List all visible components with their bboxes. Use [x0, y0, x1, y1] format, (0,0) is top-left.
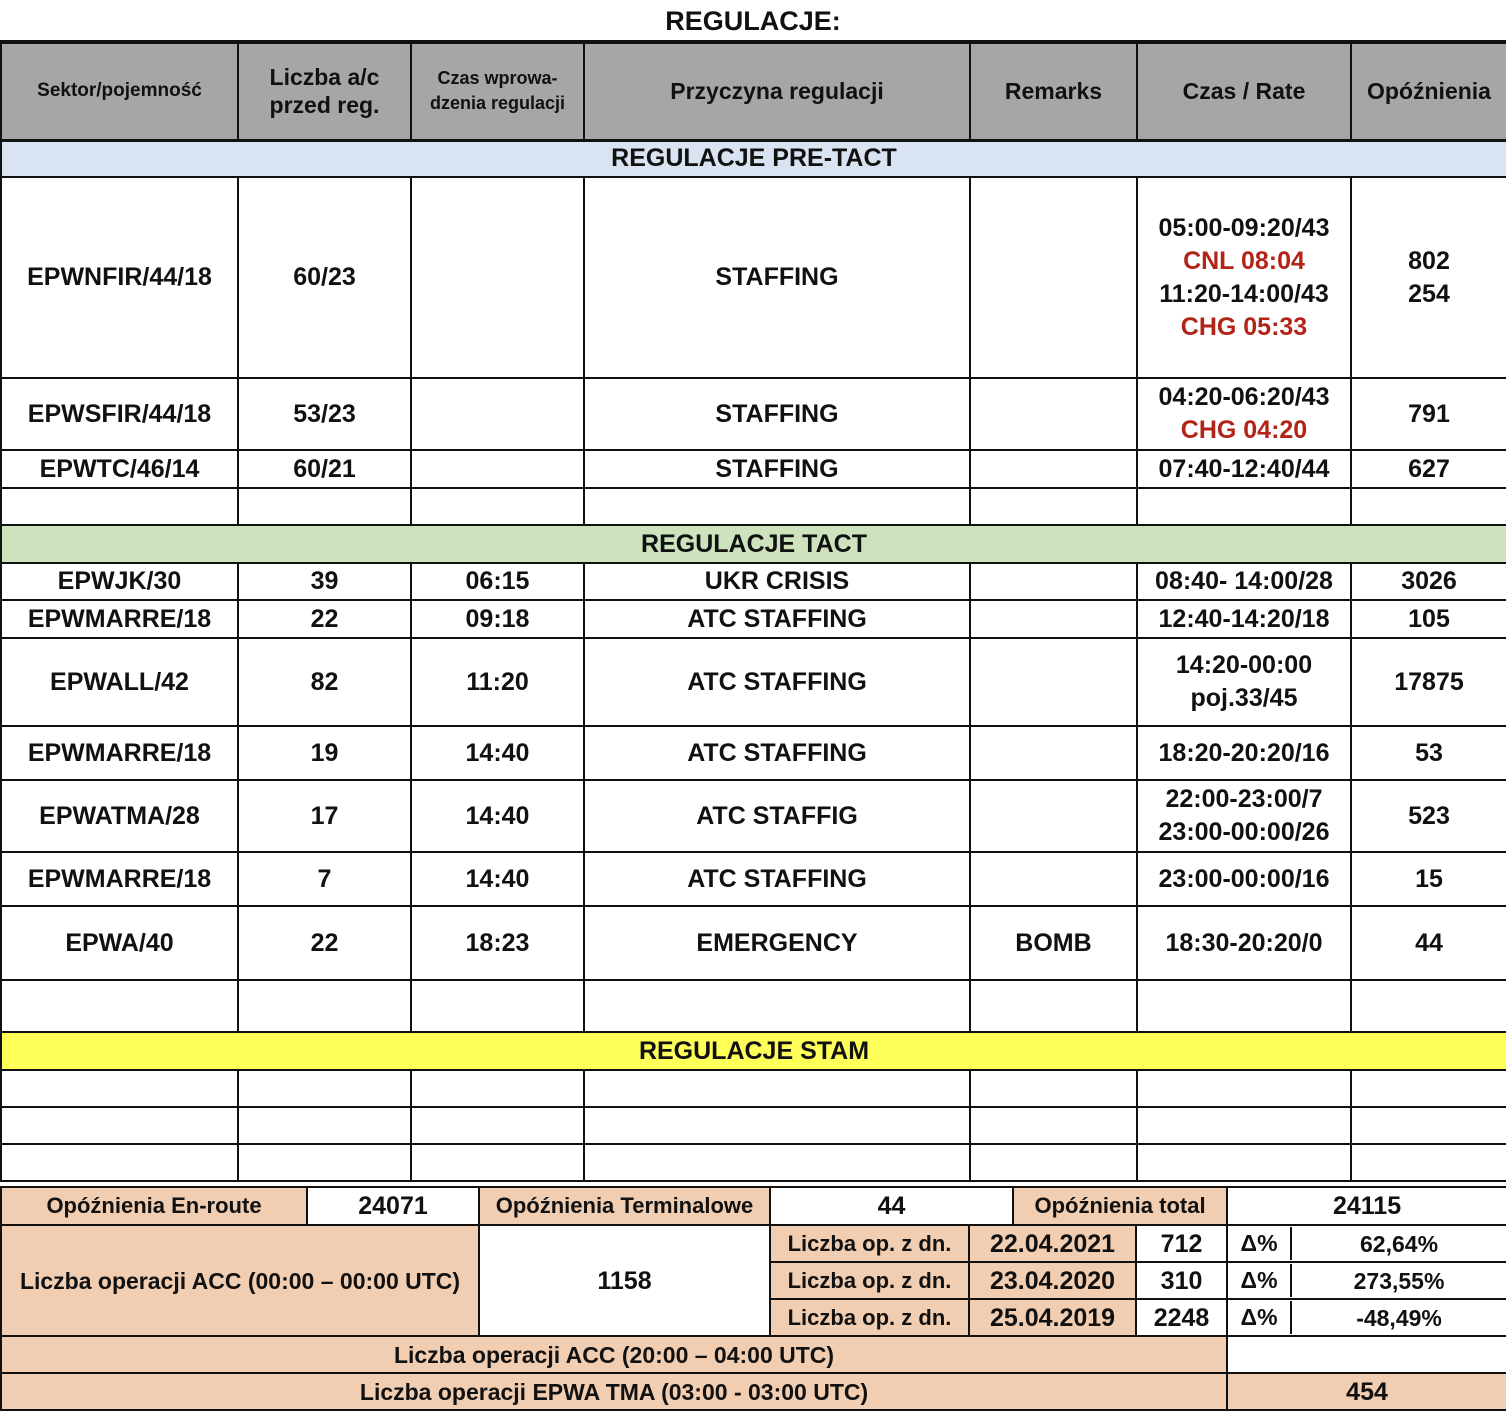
row-count: 22	[238, 906, 411, 980]
acc-night-label: Liczba operacji ACC (20:00 – 04:00 UTC)	[1, 1336, 1227, 1373]
table-row	[1, 852, 1506, 906]
row-time: 14:40	[411, 726, 584, 780]
total-delay-label: Opóźnienia total	[1013, 1187, 1227, 1225]
row-rate	[1137, 177, 1351, 378]
row-reason: ATC STAFFIG	[584, 780, 970, 852]
delays-summary-row	[1, 1187, 1506, 1225]
row-time: 06:15	[411, 563, 584, 600]
row-reason: ATC STAFFING	[584, 600, 970, 638]
row-delays: 44	[1351, 906, 1506, 980]
acc-night-row	[1, 1336, 1506, 1373]
empty-row	[1, 980, 1506, 1032]
table-row	[1, 780, 1506, 852]
header-intro-time	[411, 42, 584, 140]
rate-line: 11:20-14:00/43	[1159, 279, 1329, 308]
table-row	[1, 378, 1506, 450]
row-rate	[1137, 378, 1351, 450]
table-row	[1, 177, 1506, 378]
row-count: 53/23	[238, 378, 411, 450]
rate-change-note: CHG 05:33	[1180, 312, 1308, 341]
summary-table	[0, 1186, 1506, 1411]
comparison-value: 310	[1136, 1262, 1227, 1299]
row-sector: EPWALL/42	[1, 638, 238, 726]
row-remarks	[970, 726, 1137, 780]
acc-night-value	[1227, 1336, 1506, 1373]
row-remarks: BOMB	[970, 906, 1137, 980]
section-pretact: REGULACJE PRE-TACT	[1, 140, 1506, 177]
section-stam: REGULACJE STAM	[1, 1032, 1506, 1070]
tma-operations-value: 454	[1227, 1373, 1506, 1410]
delay-value: 802	[1408, 246, 1450, 275]
row-delays: 15	[1351, 852, 1506, 906]
row-reason: STAFFING	[584, 378, 970, 450]
row-remarks	[970, 600, 1137, 638]
row-time: 14:40	[411, 780, 584, 852]
row-rate	[1137, 780, 1351, 852]
page-title: REGULACJE:	[665, 6, 841, 36]
table-row	[1, 450, 1506, 488]
row-sector: EPWMARRE/18	[1, 726, 238, 780]
delay-value: 254	[1408, 279, 1450, 308]
row-rate: 08:40- 14:00/28	[1137, 563, 1351, 600]
row-count: 60/21	[238, 450, 411, 488]
row-delays: 3026	[1351, 563, 1506, 600]
comparison-date: 22.04.2021	[969, 1225, 1136, 1262]
section-tact: REGULACJE TACT	[1, 525, 1506, 563]
row-reason: EMERGENCY	[584, 906, 970, 980]
table-row	[1, 906, 1506, 980]
empty-row	[1, 1107, 1506, 1144]
table-row	[1, 563, 1506, 600]
comparison-label: Liczba op. z dn.	[770, 1262, 969, 1299]
rate-change-note: CHG 04:20	[1180, 416, 1308, 444]
row-time: 18:23	[411, 906, 584, 980]
delta-label: Δ%	[1228, 1227, 1292, 1260]
table-row	[1, 600, 1506, 638]
comparison-value: 712	[1136, 1225, 1227, 1262]
header-remarks: Remarks	[970, 42, 1137, 140]
header-sector: Sektor/pojemność	[1, 42, 238, 140]
row-remarks	[970, 450, 1137, 488]
row-reason: STAFFING	[584, 177, 970, 378]
header-delays: Opóźnienia	[1351, 42, 1506, 140]
delta-label: Δ%	[1228, 1264, 1292, 1297]
row-count: 22	[238, 600, 411, 638]
comparison-delta-cell	[1227, 1299, 1506, 1336]
row-rate: 18:20-20:20/16	[1137, 726, 1351, 780]
rate-line: 05:00-09:20/43	[1158, 213, 1330, 242]
row-rate: 23:00-00:00/16	[1137, 852, 1351, 906]
comparison-delta-cell	[1227, 1225, 1506, 1262]
row-reason: UKR CRISIS	[584, 563, 970, 600]
rate-line: 14:20-00:00	[1175, 651, 1313, 679]
enroute-delay-label: Opóźnienia En-route	[1, 1187, 307, 1225]
table-row	[1, 638, 1506, 726]
comparison-label: Liczba op. z dn.	[770, 1299, 969, 1336]
rate-cancel-note: CNL 08:04	[1183, 246, 1305, 275]
delta-value: 273,55%	[1353, 1267, 1445, 1294]
header-aircraft-count	[238, 42, 411, 140]
row-sector: EPWJK/30	[1, 563, 238, 600]
row-count: 7	[238, 852, 411, 906]
comparison-date: 23.04.2020	[969, 1262, 1136, 1299]
delay-value: 791	[1408, 399, 1450, 428]
row-sector: EPWNFIR/44/18	[1, 177, 238, 378]
delta-label: Δ%	[1228, 1301, 1292, 1334]
rate-line: poj.33/45	[1190, 684, 1298, 712]
rate-line: 22:00-23:00/7	[1165, 785, 1323, 813]
comparison-value: 2248	[1136, 1299, 1227, 1336]
header-rate: Czas / Rate	[1137, 42, 1351, 140]
empty-row	[1, 1144, 1506, 1181]
tma-row	[1, 1373, 1506, 1410]
row-sector: EPWMARRE/18	[1, 600, 238, 638]
header-time-line1: Czas wprowa-	[437, 68, 558, 89]
row-count: 17	[238, 780, 411, 852]
row-count: 60/23	[238, 177, 411, 378]
delta-value: 62,64%	[1360, 1230, 1439, 1257]
row-sector: EPWSFIR/44/18	[1, 378, 238, 450]
header-time-line2: dzenia regulacji	[429, 93, 566, 114]
header-count-line1: Liczba a/c	[269, 64, 380, 91]
row-sector: EPWTC/46/14	[1, 450, 238, 488]
terminal-delay-value: 44	[770, 1187, 1013, 1225]
row-sector: EPWA/40	[1, 906, 238, 980]
comparison-label: Liczba op. z dn.	[770, 1225, 969, 1262]
row-count: 82	[238, 638, 411, 726]
delta-value: -48,49%	[1356, 1304, 1442, 1331]
row-remarks	[970, 177, 1137, 378]
total-delay-value: 24115	[1227, 1187, 1506, 1225]
row-sector: EPWATMA/28	[1, 780, 238, 852]
regulations-table	[0, 40, 1506, 1182]
row-delays: 523	[1351, 780, 1506, 852]
row-reason: STAFFING	[584, 450, 970, 488]
empty-row	[1, 488, 1506, 525]
row-time	[411, 450, 584, 488]
terminal-delay-label: Opóźnienia Terminalowe	[479, 1187, 770, 1225]
row-reason: ATC STAFFING	[584, 726, 970, 780]
row-delays	[1351, 378, 1506, 450]
row-remarks	[970, 563, 1137, 600]
row-delays: 627	[1351, 450, 1506, 488]
rate-line: 04:20-06:20/43	[1158, 383, 1330, 411]
row-sector: EPWMARRE/18	[1, 852, 238, 906]
comparison-row	[1, 1225, 1506, 1262]
row-delays	[1351, 177, 1506, 378]
acc-operations-label: Liczba operacji ACC (00:00 – 00:00 UTC)	[1, 1225, 479, 1336]
header-count-line2: przed reg.	[269, 92, 380, 119]
row-reason: ATC STAFFING	[584, 638, 970, 726]
rate-line: 23:00-00:00/26	[1158, 818, 1330, 846]
row-reason: ATC STAFFING	[584, 852, 970, 906]
row-delays: 53	[1351, 726, 1506, 780]
row-rate: 07:40-12:40/44	[1137, 450, 1351, 488]
header-row	[1, 42, 1506, 140]
acc-operations-value: 1158	[479, 1225, 770, 1336]
row-count: 19	[238, 726, 411, 780]
tma-operations-label: Liczba operacji EPWA TMA (03:00 - 03:00 UTC)	[1, 1373, 1227, 1410]
row-rate: 18:30-20:20/0	[1137, 906, 1351, 980]
row-time	[411, 177, 584, 378]
row-remarks	[970, 638, 1137, 726]
row-delays: 105	[1351, 600, 1506, 638]
row-delays: 17875	[1351, 638, 1506, 726]
row-time: 14:40	[411, 852, 584, 906]
enroute-delay-value: 24071	[307, 1187, 479, 1225]
comparison-delta-cell	[1227, 1262, 1506, 1299]
row-remarks	[970, 378, 1137, 450]
comparison-date: 25.04.2019	[969, 1299, 1136, 1336]
row-time	[411, 378, 584, 450]
row-time: 09:18	[411, 600, 584, 638]
table-row	[1, 726, 1506, 780]
empty-row	[1, 1070, 1506, 1107]
row-rate	[1137, 638, 1351, 726]
header-reason: Przyczyna regulacji	[584, 42, 970, 140]
row-count: 39	[238, 563, 411, 600]
row-rate: 12:40-14:20/18	[1137, 600, 1351, 638]
row-remarks	[970, 780, 1137, 852]
row-remarks	[970, 852, 1137, 906]
row-time: 11:20	[411, 638, 584, 726]
